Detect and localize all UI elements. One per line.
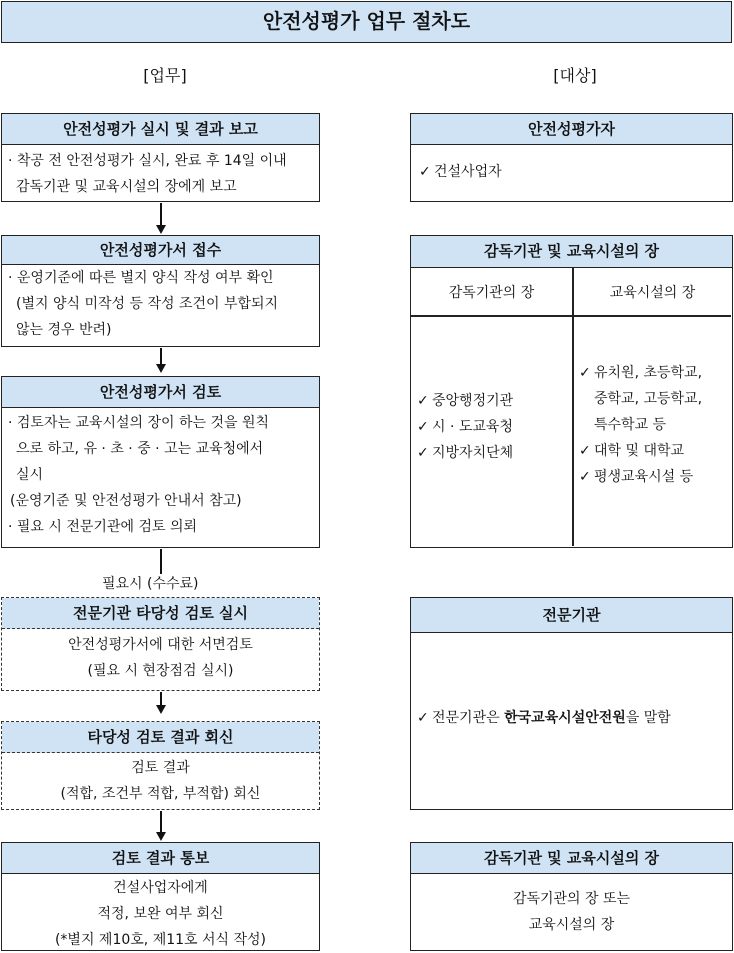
target-2-divider	[411, 315, 731, 317]
target-3-item	[411, 633, 732, 731]
list-item	[417, 440, 571, 466]
list-item	[579, 360, 729, 386]
step-2-title: 안전성평가서 접수	[2, 236, 319, 265]
target-2-left-list	[417, 388, 571, 466]
arrow-head-icon	[156, 705, 166, 714]
step-4-line: (필요 시 현장점검 실시)	[87, 663, 234, 679]
flow-arrow	[160, 692, 162, 706]
arrow-head-icon	[156, 364, 166, 373]
list-item-text: 시 · 도교육청	[432, 419, 513, 435]
check-icon: ✓	[417, 710, 429, 726]
target-2-right-list	[579, 360, 729, 490]
check-icon: ✓	[417, 393, 429, 409]
list-item-text: 대학 및 대학교	[594, 443, 685, 459]
step-3-line: 실시	[16, 467, 44, 483]
flow-arrow	[160, 203, 162, 226]
list-item-text: 중앙행정기관	[432, 393, 514, 409]
step-5-box	[1, 721, 320, 810]
arrow-head-icon	[156, 832, 166, 841]
target-1-box	[410, 113, 733, 202]
target-4-box	[410, 842, 733, 951]
list-item-text: 평생교육시설 등	[594, 469, 694, 485]
title-box	[1, 1, 732, 43]
list-item-text: 중학교, 고등학교,	[594, 391, 703, 407]
target-1-item-text: 건설사업자	[434, 164, 502, 180]
list-item	[579, 412, 729, 438]
step-2-line: (별지 양식 미작성 등 작성 조건이 부합되지	[16, 296, 279, 312]
list-item-text: 지방자치단체	[432, 445, 514, 461]
step-6-line: 건설사업자에게	[113, 880, 208, 896]
step-3-line: · 필요 시 전문기관에 검토 의뢰	[8, 519, 197, 535]
step-2-box	[1, 235, 320, 347]
step-3-line: 으로 하고, 유 · 초 · 중 · 고는 교육청에서	[16, 441, 264, 457]
target-2-title: 감독기관 및 교육시설의 장	[411, 236, 732, 268]
target-2-box	[410, 235, 733, 548]
step-3-line: · 검토자는 교육시설의 장이 하는 것을 원칙	[8, 415, 270, 431]
target-3-item-prefix: 전문기관은	[432, 710, 505, 726]
step-6-line: (*별지 제10호, 제11호 서식 작성)	[54, 932, 267, 948]
list-item	[417, 414, 571, 440]
check-icon: ✓	[419, 164, 431, 180]
step-1-line: 감독기관 및 교육시설의 장에게 보고	[16, 179, 237, 195]
target-3-title: 전문기관	[411, 598, 732, 633]
target-2-right-header: 교육시설의 장	[609, 285, 696, 301]
arrow-note: 필요시 (수수료)	[102, 576, 199, 592]
column-heading-work: [업무]	[143, 66, 187, 85]
target-3-item-suffix: 을 말함	[625, 710, 671, 726]
step-5-line: (적합, 조건부 적합, 부적합) 회신	[60, 786, 261, 802]
step-6-line: 적정, 보완 여부 회신	[97, 906, 224, 922]
step-2-line: 않는 경우 반려)	[16, 322, 112, 338]
check-icon: ✓	[417, 419, 429, 435]
step-4-line: 안전성평가서에 대한 서면검토	[68, 637, 253, 653]
check-icon: ✓	[417, 445, 429, 461]
target-4-line: 교육시설의 장	[528, 917, 615, 933]
list-item	[417, 388, 571, 414]
target-2-column-divider	[572, 267, 574, 546]
target-1-title: 안전성평가자	[411, 114, 732, 145]
check-icon: ✓	[579, 469, 591, 485]
target-2-left-header: 감독기관의 장	[448, 285, 535, 301]
step-1-box	[1, 113, 320, 202]
step-4-box	[1, 597, 320, 691]
step-1-title: 안전성평가 실시 및 결과 보고	[2, 114, 319, 145]
target-4-title: 감독기관 및 교육시설의 장	[411, 843, 732, 874]
target-4-line: 감독기관의 장 또는	[512, 891, 631, 907]
target-3-item-bold: 한국교육시설안전원	[504, 710, 626, 726]
list-item-text: 특수학교 등	[594, 417, 667, 433]
step-6-box	[1, 842, 320, 951]
list-item-text: 유치원, 초등학교,	[594, 365, 703, 381]
check-icon: ✓	[579, 365, 591, 381]
page-title: 안전성평가 업무 절차도	[262, 9, 471, 33]
step-1-line: · 착공 전 안전성평가 실시, 완료 후 14일 이내	[8, 153, 287, 169]
list-item	[579, 438, 729, 464]
check-icon: ✓	[579, 443, 591, 459]
flow-arrow	[160, 811, 162, 833]
list-item	[579, 386, 729, 412]
step-6-title: 검토 결과 통보	[2, 843, 319, 874]
step-3-box	[1, 376, 320, 548]
step-2-line: · 운영기준에 따른 별지 양식 작성 여부 확인	[8, 270, 274, 286]
arrow-head-icon	[156, 225, 166, 234]
step-4-title: 전문기관 타당성 검토 실시	[2, 598, 319, 629]
column-heading-target: [대상]	[553, 66, 597, 85]
step-5-title: 타당성 검토 결과 회신	[2, 722, 319, 753]
step-3-title: 안전성평가서 검토	[2, 377, 319, 408]
target-3-box	[410, 597, 733, 810]
step-3-line: (운영기준 및 안전성평가 안내서 참고)	[10, 493, 242, 509]
target-1-item	[411, 145, 732, 185]
step-5-line: 검토 결과	[131, 760, 190, 776]
list-item	[579, 464, 729, 490]
